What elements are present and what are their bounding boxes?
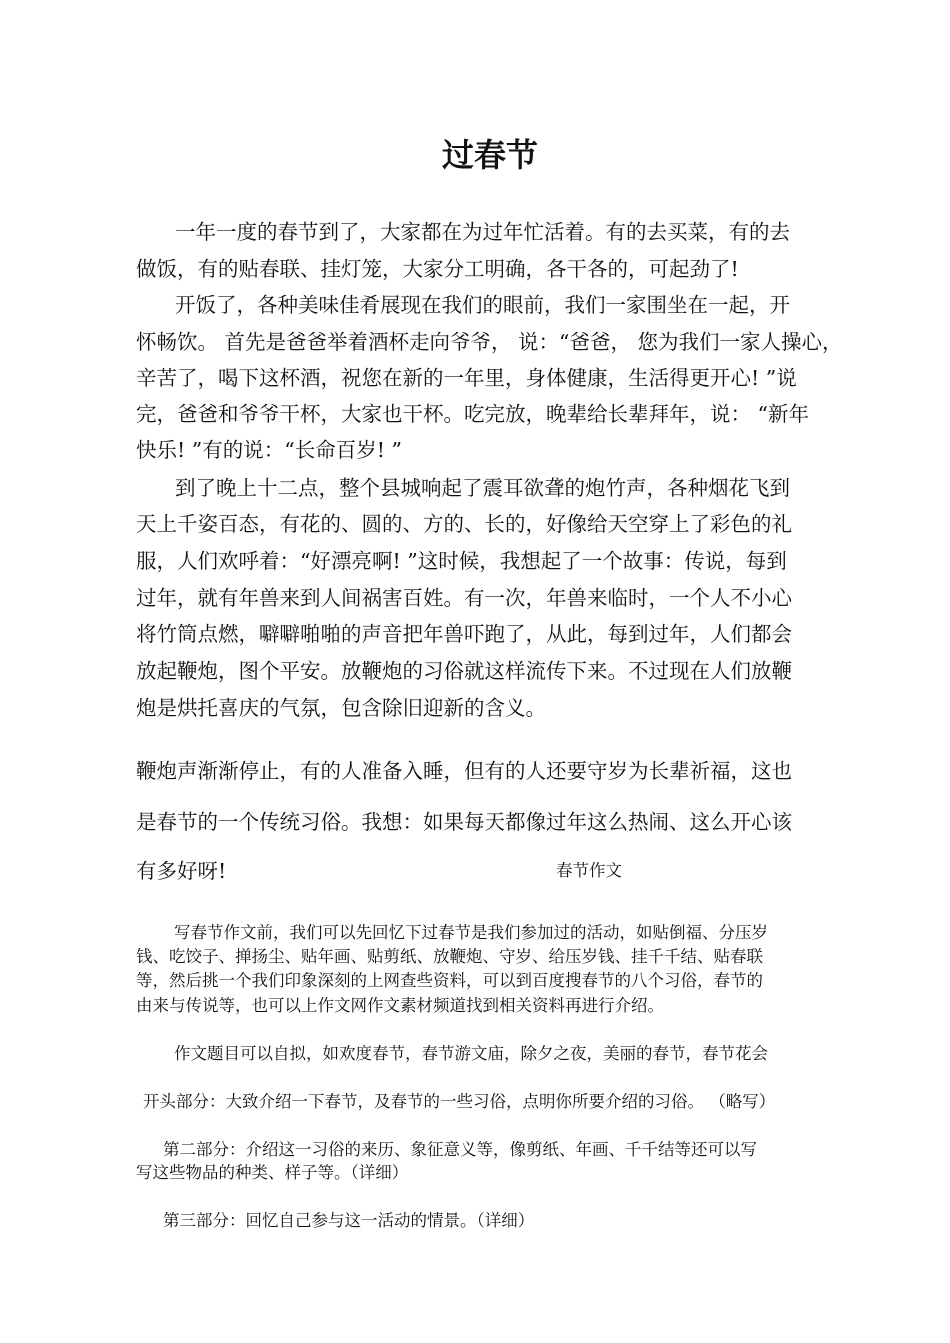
- guide-line: 写这些物品的种类、样子等。（详细）: [136, 1163, 409, 1182]
- guide-line: 作文题目可以自拟，如欢度春节，春节游文庙，除夕之夜，美丽的春节，春节花会: [174, 1044, 768, 1063]
- essay-line: 完，爸爸和爷爷干杯，大家也干杯。吃完放，晚辈给长辈拜年，说： “新年: [136, 402, 809, 426]
- guide-line: 第二部分：介绍这一习俗的来历、象征意义等，像剪纸、年画、千千结等还可以写: [163, 1140, 757, 1159]
- essay-line: 炮是烘托喜庆的气氛，包含除旧迎新的含义。: [136, 696, 546, 720]
- guide-line: 第三部分：回忆自己参与这一活动的情景。（详细）: [163, 1211, 535, 1230]
- guide-line: 钱、吃饺子、掸扬尘、贴年画、贴剪纸、放鞭炮、守岁、给压岁钱、挂千千结、贴春联: [136, 947, 763, 966]
- guide-line: 写春节作文前，我们可以先回忆下过春节是我们参加过的活动，如贴倒福、分压岁: [174, 923, 768, 942]
- essay-line: 将竹筒点燃，噼噼啪啪的声音把年兽吓跑了，从此，每到过年，人们都会: [136, 622, 792, 646]
- essay-line: 有多好呀!: [136, 859, 227, 883]
- essay-line: 放起鞭炮，图个平安。放鞭炮的习俗就这样流传下来。不过现在人们放鞭: [136, 659, 792, 683]
- guide-line: 由来与传说等，也可以上作文网作文素材频道找到相关资料再进行介绍。: [136, 996, 664, 1015]
- essay-line: 服，人们欢呼着：“好漂亮啊! ”这时候，我想起了一个故事：传说，每到: [136, 549, 787, 573]
- section-label: 春节作文: [556, 861, 622, 880]
- essay-line: 过年，就有年兽来到人间祸害百姓。有一次，年兽来临时，一个人不小心: [136, 586, 792, 610]
- essay-line: 做饭，有的贴春联、挂灯笼，大家分工明确，各干各的，可起劲了!: [136, 257, 739, 281]
- essay-line: 快乐! ”有的说：“长命百岁! ”: [136, 438, 402, 462]
- essay-line: 到了晚上十二点，整个县城响起了震耳欲聋的炮竹声，各种烟花飞到: [175, 476, 790, 500]
- guide-line: 等，然后挑一个我们印象深刻的上网查些资料，可以到百度搜春节的八个习俗，春节的: [136, 971, 763, 990]
- essay-line: 开饭了，各种美味佳肴展现在我们的眼前，我们一家围坐在一起，开: [175, 293, 790, 317]
- essay-line: 怀畅饮。 首先是爸爸举着酒杯走向爷爷， 说：“爸爸， 您为我们一家人操心，: [136, 330, 843, 354]
- document-title: 过春节: [441, 136, 538, 174]
- essay-line: 鞭炮声渐渐停止，有的人准备入睡，但有的人还要守岁为长辈祈福，这也: [136, 759, 792, 783]
- essay-line: 一年一度的春节到了，大家都在为过年忙活着。有的去买菜，有的去: [175, 220, 790, 244]
- guide-line: 开头部分：大致介绍一下春节，及春节的一些习俗，点明你所要介绍的习俗。 （略写）: [143, 1092, 776, 1111]
- essay-line: 天上千姿百态，有花的、圆的、方的、长的，好像给天空穿上了彩色的礼: [136, 512, 792, 536]
- essay-line: 是春节的一个传统习俗。我想：如果每天都像过年这么热闹、这么开心该: [136, 810, 792, 834]
- essay-line: 辛苦了，喝下这杯酒，祝您在新的一年里，身体健康，生活得更开心! ”说: [136, 366, 797, 390]
